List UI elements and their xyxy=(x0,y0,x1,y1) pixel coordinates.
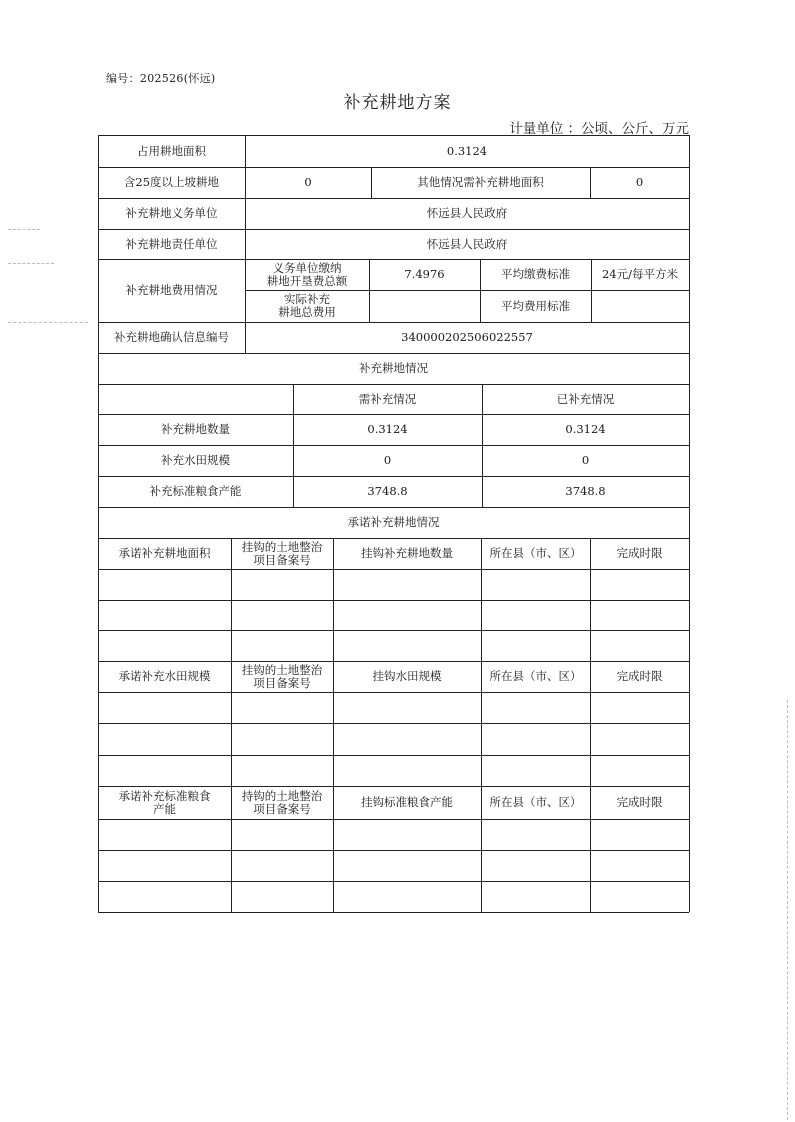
project-record-header xyxy=(231,786,333,819)
scan-mark xyxy=(8,263,54,264)
slope-farmland-label: 含25度以上坡耕地 xyxy=(123,175,220,189)
avg-paid-label: 平均缴费标准 xyxy=(501,267,570,281)
project-record-header xyxy=(231,661,333,692)
deadline-header: 完成时限 xyxy=(616,795,663,809)
row-divider xyxy=(98,692,689,693)
confirm-number-value: 340000202506022557 xyxy=(401,330,533,344)
document-number: 编号：202526(怀远) xyxy=(106,72,216,85)
actual-cost-label-line2: 耕地总费用 xyxy=(278,305,336,319)
county-header: 所在县（市、区） xyxy=(489,669,582,683)
table-border-right xyxy=(689,135,690,912)
avg-paid-value: 24元/每平方米 xyxy=(601,267,678,281)
col-divider xyxy=(590,538,591,912)
supplement-section-title: 补充耕地情况 xyxy=(359,361,428,375)
paddy-scale-done: 0 xyxy=(581,453,590,467)
other-area-value: 0 xyxy=(635,175,644,189)
row-divider xyxy=(98,850,689,851)
project-record-header-line2: 项目备案号 xyxy=(253,675,311,690)
row-divider xyxy=(98,630,689,631)
project-record-header-line1: 挂钩的土地整治 xyxy=(241,662,323,677)
slope-farmland-value: 0 xyxy=(304,175,312,189)
commit-section-title: 承诺补充耕地情况 xyxy=(347,515,440,529)
grain-capacity-done: 3748.8 xyxy=(565,484,606,498)
commit-area-header-line1: 承诺补充耕地面积 xyxy=(118,546,211,560)
paid-fee-label-line2: 耕地开垦费总额 xyxy=(266,273,348,288)
scan-mark xyxy=(787,700,788,1120)
confirm-number-label: 补充耕地确认信息编号 xyxy=(114,330,229,344)
commit-paddy-header xyxy=(98,661,231,692)
commit-grain-header xyxy=(98,786,231,819)
paddy-scale-label: 补充水田规模 xyxy=(161,453,230,467)
needed-column-header: 需补充情况 xyxy=(358,391,417,406)
obligation-unit-label: 补充耕地义务单位 xyxy=(125,206,218,220)
avg-cost-label: 平均费用标准 xyxy=(501,298,570,313)
paid-fee-value: 7.4976 xyxy=(404,267,445,281)
done-column-header: 已补充情况 xyxy=(556,391,615,406)
paid-fee-label xyxy=(245,259,369,290)
linked-grain-header: 挂钩标准粮食产能 xyxy=(361,795,453,809)
linked-quantity-header: 挂钩补充耕地数量 xyxy=(361,546,453,560)
commit-area-header xyxy=(98,538,231,569)
col-divider xyxy=(481,538,482,912)
actual-cost-value xyxy=(369,290,480,322)
row-divider xyxy=(98,600,689,601)
responsible-unit-value: 怀远县人民政府 xyxy=(426,236,508,251)
measurement-unit: 计量单位 ：公顷、公斤、万元 xyxy=(509,121,689,137)
project-record-header-line1: 挂钩的土地整治 xyxy=(241,539,323,554)
obligation-unit-value: 怀远县人民政府 xyxy=(426,206,508,220)
scan-mark xyxy=(8,322,88,323)
commit-grain-header-line1: 承诺补充标准粮食 xyxy=(118,788,211,803)
commit-paddy-header-line1: 承诺补充水田规模 xyxy=(118,669,211,683)
other-area-label: 其他情况需补充耕地面积 xyxy=(417,175,544,189)
deadline-header: 完成时限 xyxy=(616,546,663,560)
actual-cost-label xyxy=(245,290,369,322)
paddy-scale-needed: 0 xyxy=(383,453,392,467)
table-border-bottom xyxy=(98,912,689,913)
occupied-area-label: 占用耕地面积 xyxy=(137,143,206,158)
project-record-header-line1: 持钩的土地整治 xyxy=(241,788,323,803)
project-record-header-line2: 项目备案号 xyxy=(253,552,311,567)
row-divider xyxy=(98,755,689,756)
responsible-unit-label: 补充耕地责任单位 xyxy=(125,236,218,251)
avg-cost-value xyxy=(591,290,689,322)
county-header: 所在县（市、区） xyxy=(489,795,582,809)
project-record-header xyxy=(231,538,333,569)
scan-mark xyxy=(8,229,40,230)
county-header: 所在县（市、区） xyxy=(489,546,582,560)
occupied-area-value: 0.3124 xyxy=(446,143,488,158)
row-divider xyxy=(98,569,689,570)
deadline-header: 完成时限 xyxy=(616,669,663,683)
col-divider xyxy=(333,538,334,912)
farmland-quantity-needed: 0.3124 xyxy=(367,422,408,436)
page-title: 补充耕地方案 xyxy=(343,93,452,113)
col-divider xyxy=(231,538,232,912)
row-divider xyxy=(98,881,689,882)
linked-paddy-header: 挂钩水田规模 xyxy=(372,669,442,683)
paid-fee-label-line1: 义务单位缴纳 xyxy=(272,260,342,275)
row-divider xyxy=(98,819,689,820)
actual-cost-label-line1: 实际补充 xyxy=(284,292,330,306)
farmland-quantity-done: 0.3124 xyxy=(565,422,606,436)
commit-grain-header-line2: 产能 xyxy=(153,801,176,816)
project-record-header-line2: 项目备案号 xyxy=(253,801,311,816)
fee-situation-label: 补充耕地费用情况 xyxy=(125,283,218,297)
grain-capacity-needed: 3748.8 xyxy=(367,484,408,498)
farmland-quantity-label: 补充耕地数量 xyxy=(161,422,230,436)
row-divider xyxy=(98,723,689,724)
grain-capacity-label: 补充标准粮食产能 xyxy=(149,484,242,498)
